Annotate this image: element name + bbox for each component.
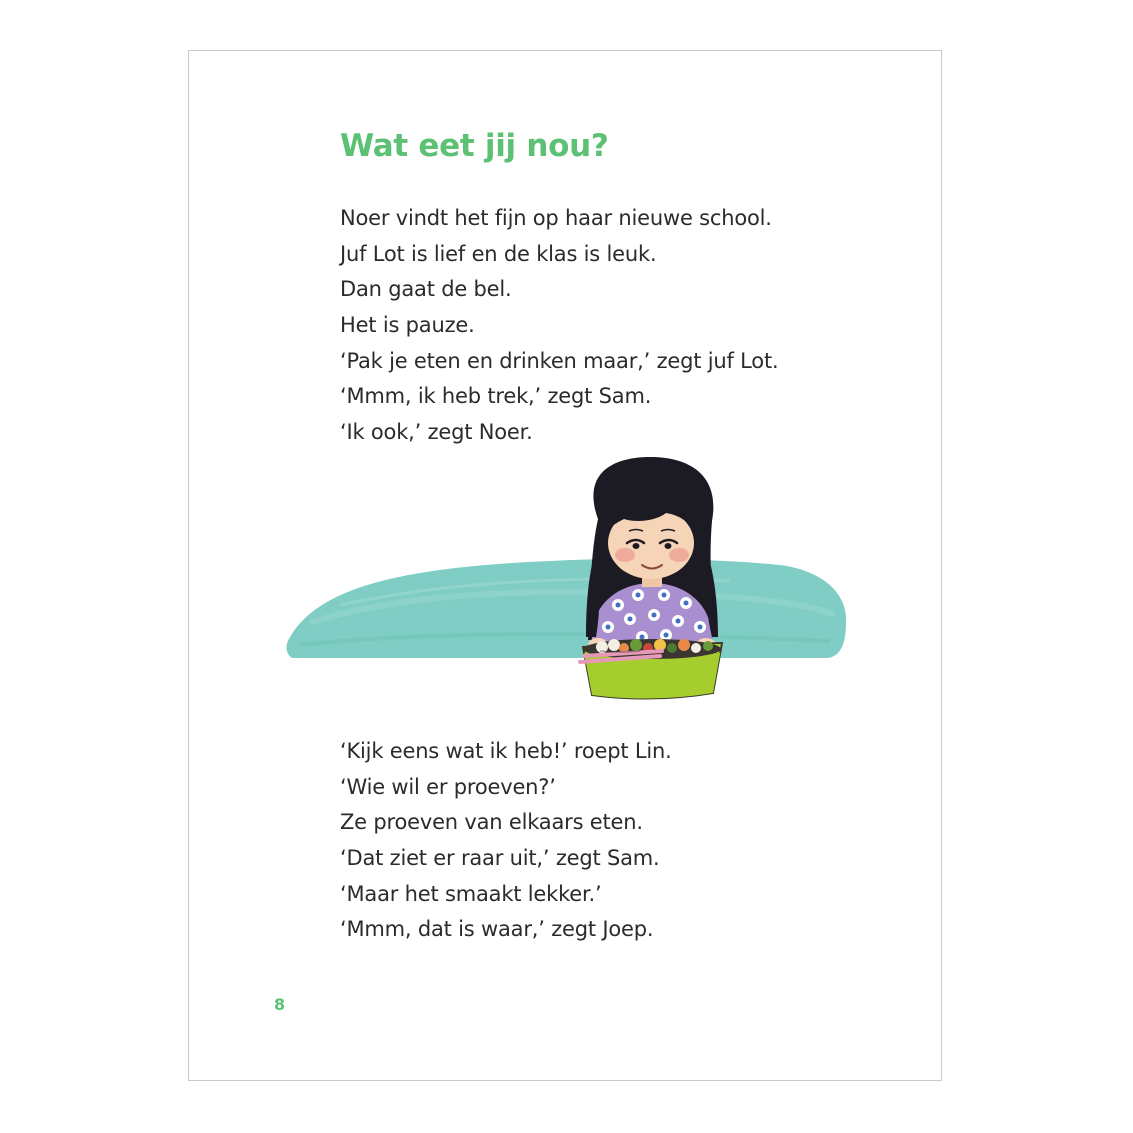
story-line: Juf Lot is lief en de klas is leuk. [340, 241, 657, 266]
story-line: ‘Maar het smaakt lekker.’ [340, 881, 602, 906]
story-line: ‘Wie wil er proeven?’ [340, 774, 556, 799]
story-line: Ze proeven van elkaars eten. [340, 810, 643, 835]
brush-stroke-background [286, 559, 846, 658]
story-line: ‘Kijk eens wat ik heb!’ roept Lin. [340, 739, 672, 763]
story-line: ‘Mmm, dat is waar,’ zegt Joep. [340, 917, 654, 942]
story-line: ‘Pak je eten en drinken maar,’ zegt juf Lot. [340, 348, 779, 373]
lunchbox [580, 639, 730, 705]
story-line: Dan gaat de bel. [340, 277, 512, 302]
story-line: Noer vindt het fijn op haar nieuwe school. [340, 206, 772, 230]
story-paragraph-2 [340, 734, 672, 948]
story-line: ‘Mmm, ik heb trek,’ zegt Sam. [340, 384, 652, 409]
story-line: Het is pauze. [340, 313, 475, 338]
story-line: ‘Ik ook,’ zegt Noer. [340, 420, 533, 445]
story-paragraph-1 [340, 201, 778, 451]
page-title: Wat eet jij nou? [340, 128, 609, 164]
page-number: 8 [274, 995, 286, 1014]
girl-figure [586, 457, 718, 655]
story-line: ‘Dat ziet er raar uit,’ zegt Sam. [340, 846, 660, 871]
illustration-girl-with-lunchbox [280, 455, 855, 705]
